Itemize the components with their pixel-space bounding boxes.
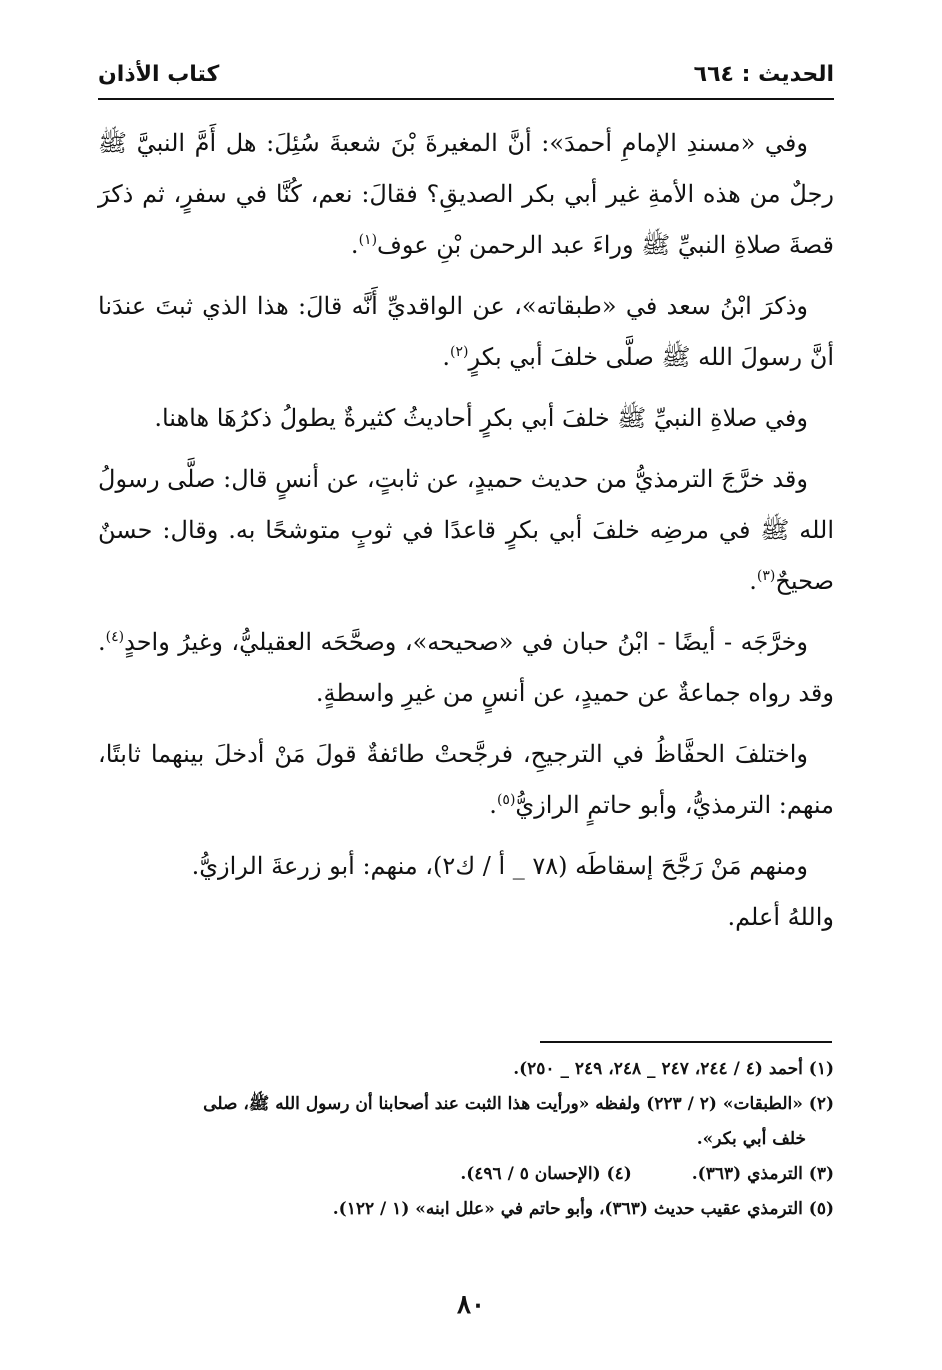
footnotes bbox=[98, 1052, 834, 1227]
paragraph: وفي صلاةِ النبيِّ ﷺ خلفَ أبي بكرٍ أحاديثُ كثيرةٌ يطولُ ذكرُهَا هاهنا. bbox=[154, 404, 808, 432]
footnote-marker: (٢) bbox=[450, 344, 469, 360]
closing-line: واللهُ أعلم. bbox=[727, 903, 834, 931]
page-number: ٨٠ bbox=[457, 1290, 485, 1320]
footnote-marker: (٣) bbox=[756, 568, 776, 584]
footnotes-3-4-row bbox=[98, 1157, 834, 1192]
paragraph: واختلفَ الحفَّاظُ في الترجيحِ، فرجَّحتْ طائفةٌ قولَ مَنْ أدخلَ بينهما ثابتًا، منهم: الترمذيُّ، وأبو حاتمٍ الرازيُّ$^{(٥)}$. bbox=[98, 740, 834, 819]
footnote-marker: (٥) bbox=[496, 792, 516, 808]
footnote-2: (٢) «الطبقات» (٢ / ٢٢٣) ولفظه «ورأيت هذا الثبت عند أصحابنا أن رسول الله ﷺ، صلى خلف أبي بكر». bbox=[203, 1094, 834, 1149]
paragraph: وذكرَ ابْنُ سعد في «طبقاته»، عن الواقديِّ أَنَّه قالَ: هذا الذي ثبتَ عندَنا أنَّ رسولَ الله ﷺ صلَّى خلفَ أبي بكرٍ$^{(٢)}$. bbox=[98, 292, 834, 371]
paragraph: وقد خرَّجَ الترمذيُّ من حديث حميدٍ، عن ثابتٍ، عن أنسٍ قال: صلَّى رسولُ الله ﷺ في مرضِه خلفَ أبي بكرٍ قاعدًا في ثوبٍ متوشحًا به. وقال: حسنٌ صحيحٌ$^{(٣)}$. bbox=[98, 465, 834, 595]
footnote-1: (١) أحمد (٤ / ٢٤٤، ٢٤٧ _ ٢٤٨، ٢٤٩ _ ٢٥٠). bbox=[513, 1059, 834, 1079]
paragraph: وخرَّجَه - أيضًا - ابْنُ حبان في «صحيحه»، وصحَّحَه العقيليُّ، وغيرُ واحدٍ$^{(٤)}$. وقد رواه جماعةٌ عن حميدٍ، عن أنسٍ من غيرِ واسطةٍ. bbox=[98, 628, 834, 707]
paragraph: ومنهم مَنْ رَجَّحَ إسقاطَه (٧٨ _ أ / ك٢)، منهم: أبو زرعةَ الرازيُّ. bbox=[191, 852, 808, 880]
running-header bbox=[98, 58, 834, 100]
hadith-number-label: الحديث : ٦٦٤ bbox=[693, 62, 834, 87]
footnote-separator bbox=[540, 1041, 832, 1043]
book-title: كتاب الأذان bbox=[98, 62, 220, 87]
footnote-marker: (٤) bbox=[105, 629, 125, 645]
paragraph: وفي «مسندِ الإمامِ أحمدَ»: أنَّ المغيرةَ بْنَ شعبةَ سُئِلَ: هل أَمَّ النبيَّ ﷺ رجلٌ من هذه الأمةِ غير أبي بكر الصديقِ؟ فقالَ: نعم، كُنَّا في سفرٍ، ثم ذكرَ قصةَ صلاةِ النبيِّ ﷺ وراءَ عبد الرحمن بْنِ عوف$^{(١)}$. bbox=[98, 129, 834, 259]
main-text bbox=[98, 118, 834, 953]
footnote-3: (٣) الترمذي (٣٦٣). bbox=[691, 1164, 834, 1184]
footnote-5: (٥) الترمذي عقيب حديث (٣٦٣)، وأبو حاتم في «علل ابنه» (١ / ١٢٢). bbox=[332, 1199, 834, 1219]
footnote-marker: (١) bbox=[358, 232, 378, 248]
footnote-4: (٤) (الإحسان ٥ / ٤٩٦). bbox=[460, 1164, 632, 1184]
